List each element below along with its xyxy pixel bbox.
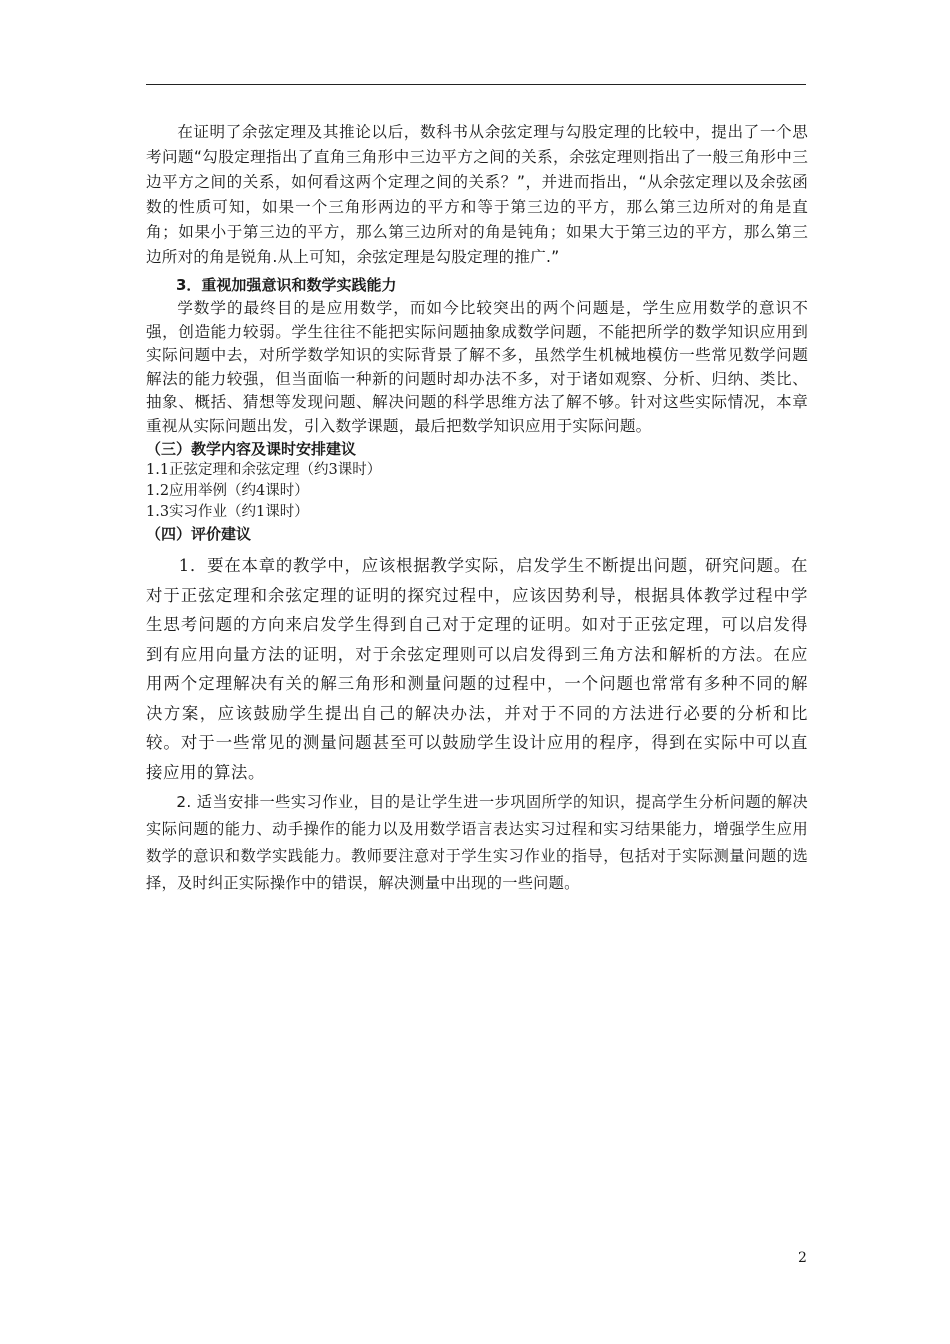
paragraph-evaluation-1: 1．要在本章的教学中，应该根据教学实际，启发学生不断提出问题，研究问题。在对于正弦定理和余弦定理的证明的探究过程中，应该因势利导，根据具体教学过程中学生思考问题的方向来启发学生得到自己对于定理的证明。如对于正弦定理，可以启发得到有应用向量方法的证明，对于余弦定理则可以启发得到三角方法和解析的方法。在应用两个定理解决有关的解三角形和测量问题的过程中，一个问题也常常有多种不同的解决方案，应该鼓励学生提出自己的解决办法，并对于不同的方法进行必要的分析和比较。对于一些常见的测量问题甚至可以鼓励学生设计应用的程序，得到在实际中可以直接应用的算法。	[146, 556, 808, 782]
document-body	[146, 120, 808, 897]
heading-practice: 3．重视加强意识和数学实践能力	[176, 276, 397, 294]
page-number: 2	[798, 1250, 807, 1266]
schedule-item-1: 1.1正弦定理和余弦定理（约3课时）	[146, 462, 382, 478]
schedule-item-2: 1.2应用举例（约4课时）	[146, 483, 309, 499]
paragraph-intro: 在证明了余弦定理及其推论以后，数科书从余弦定理与勾股定理的比较中，提出了一个思考问题“勾股定理指出了直角三角形中三边平方之间的关系，余弦定理则指出了一般三角形中三边平方之间的关系，如何看这两个定理之间的关系？”，并进而指出，“从余弦定理以及余弦函数的性质可知，如果一个三角形两边的平方和等于第三边的平方，那么第三边所对的角是直角；如果小于第三边的平方，那么第三边所对的角是钝角；如果大于第三边的平方，那么第三边所对的角是锐角.从上可知，余弦定理是勾股定理的推广.”	[146, 123, 808, 266]
heading-evaluation: （四）评价建议	[146, 525, 252, 543]
heading-content-schedule: （三）教学内容及课时安排建议	[146, 440, 357, 458]
schedule-item-3: 1.3实习作业（约1课时）	[146, 504, 309, 520]
header-rule	[146, 84, 806, 85]
paragraph-practice: 学数学的最终目的是应用数学，而如今比较突出的两个问题是，学生应用数学的意识不强，创造能力较弱。学生往往不能把实际问题抽象成数学问题，不能把所学的数学知识应用到实际问题中去，对所学数学知识的实际背景了解不多，虽然学生机械地模仿一些常见数学问题解法的能力较强，但当面临一种新的问题时却办法不多，对于诸如观察、分析、归纳、类比、抽象、概括、猜想等发现问题、解决问题的科学思维方法了解不够。针对这些实际情况，本章重视从实际问题出发，引入数学课题，最后把数学知识应用于实际问题。	[146, 299, 808, 435]
paragraph-evaluation-2: 2. 适当安排一些实习作业，目的是让学生进一步巩固所学的知识，提高学生分析问题的解决实际问题的能力、动手操作的能力以及用数学语言表达实习过程和实习结果能力，增强学生应用数学的意识和数学实践能力。教师要注意对于学生实习作业的指导，包括对于实际测量问题的选择，及时纠正实际操作中的错误，解决测量中出现的一些问题。	[146, 793, 808, 892]
